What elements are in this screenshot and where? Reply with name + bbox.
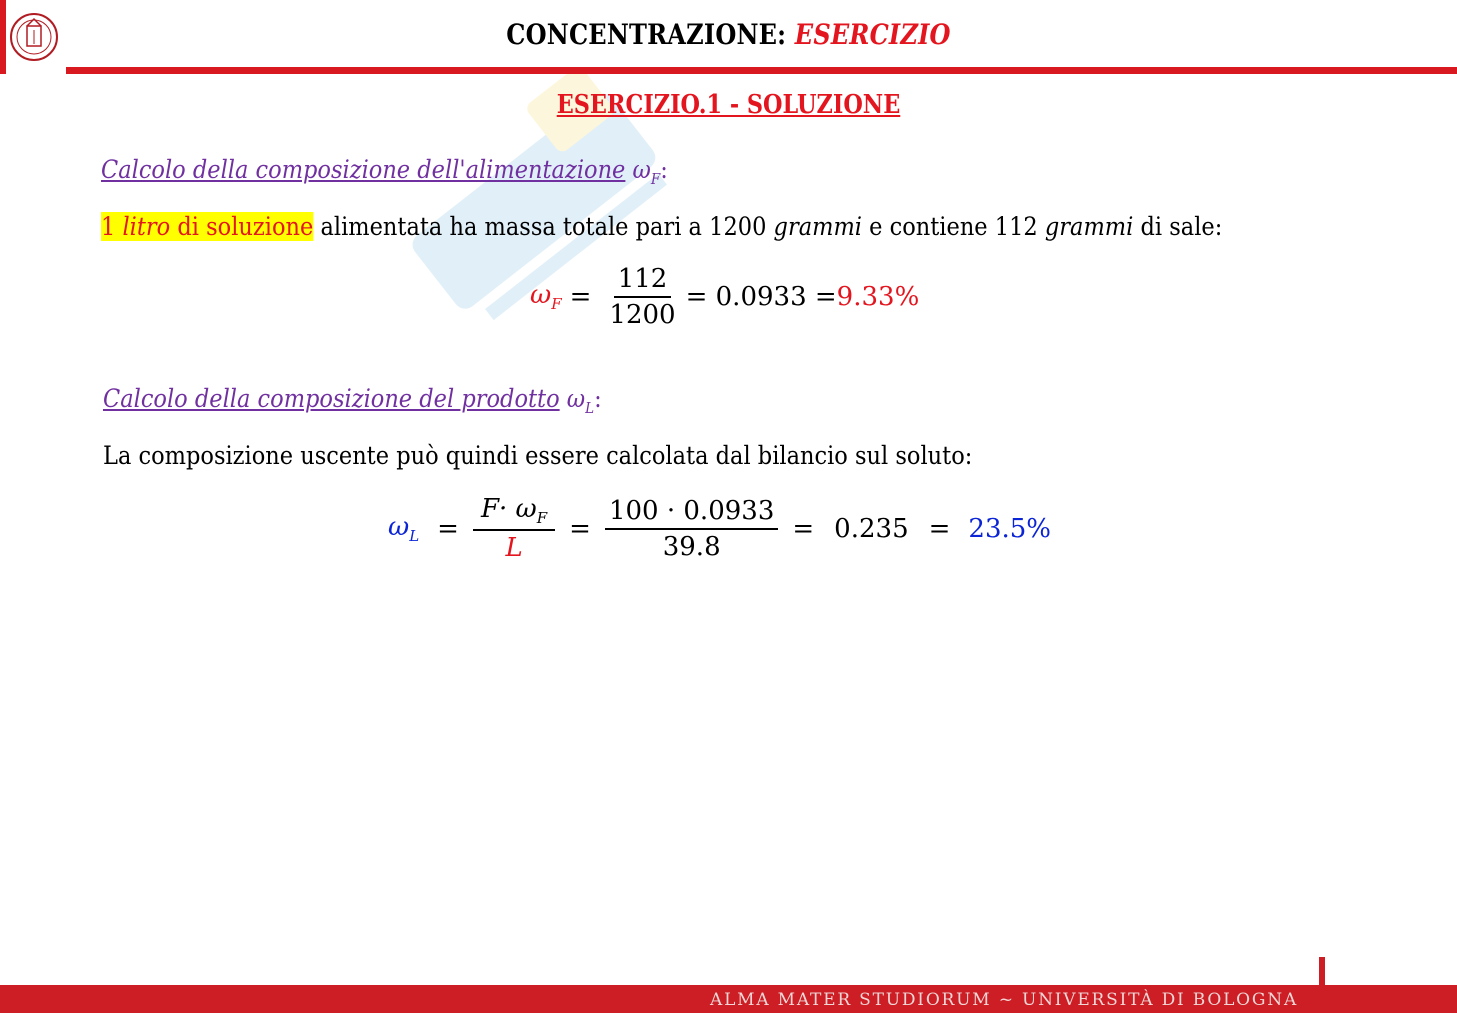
section-subtitle: ESERCIZIO.1 - SOLUZIONE [556,90,901,120]
page-title: CONCENTRAZIONE: ESERCIZIO [506,18,951,51]
product-description-text: La composizione uscente può quindi essere calcolata dal bilancio sul soluto: [103,441,973,470]
footer-mark [1319,957,1325,999]
feed-composition-heading: Calcolo della composizione dell'alimentazione $\omega_F$: [101,155,668,188]
fraction: $\frac{100 \cdot 0.0933}{39.8}$ [605,496,778,562]
header-rule [66,67,1457,74]
header-rule-left [0,67,6,74]
feed-description-text: 1 litro di soluzione alimentata ha massa totale pari a 1200 grammi e contiene 112 grammi di sale: [101,212,1223,241]
feed-composition-equation: $\omega_F$ = $\frac{112}{1200}$ = 0.0933 = 9.33% [530,264,920,330]
university-seal-logo [0,0,66,72]
product-composition-heading: Calcolo della composizione del prodotto $\omega_L$: [103,384,602,417]
fraction: $\frac{F\cdot \omega_F}{L}$ [473,494,555,563]
product-composition-equation: $\omega_L$ = $\frac{F\cdot \omega_F}{L}$ = $\frac{100 \cdot 0.0933}{39.8}$ = 0.235 = 23.5% [388,494,1052,564]
footer-university-name: ALMA MATER STUDIORUM ~ UNIVERSITÀ DI BOLOGNA [710,990,1299,1010]
fraction: $\frac{112}{1200}$ [609,264,676,330]
